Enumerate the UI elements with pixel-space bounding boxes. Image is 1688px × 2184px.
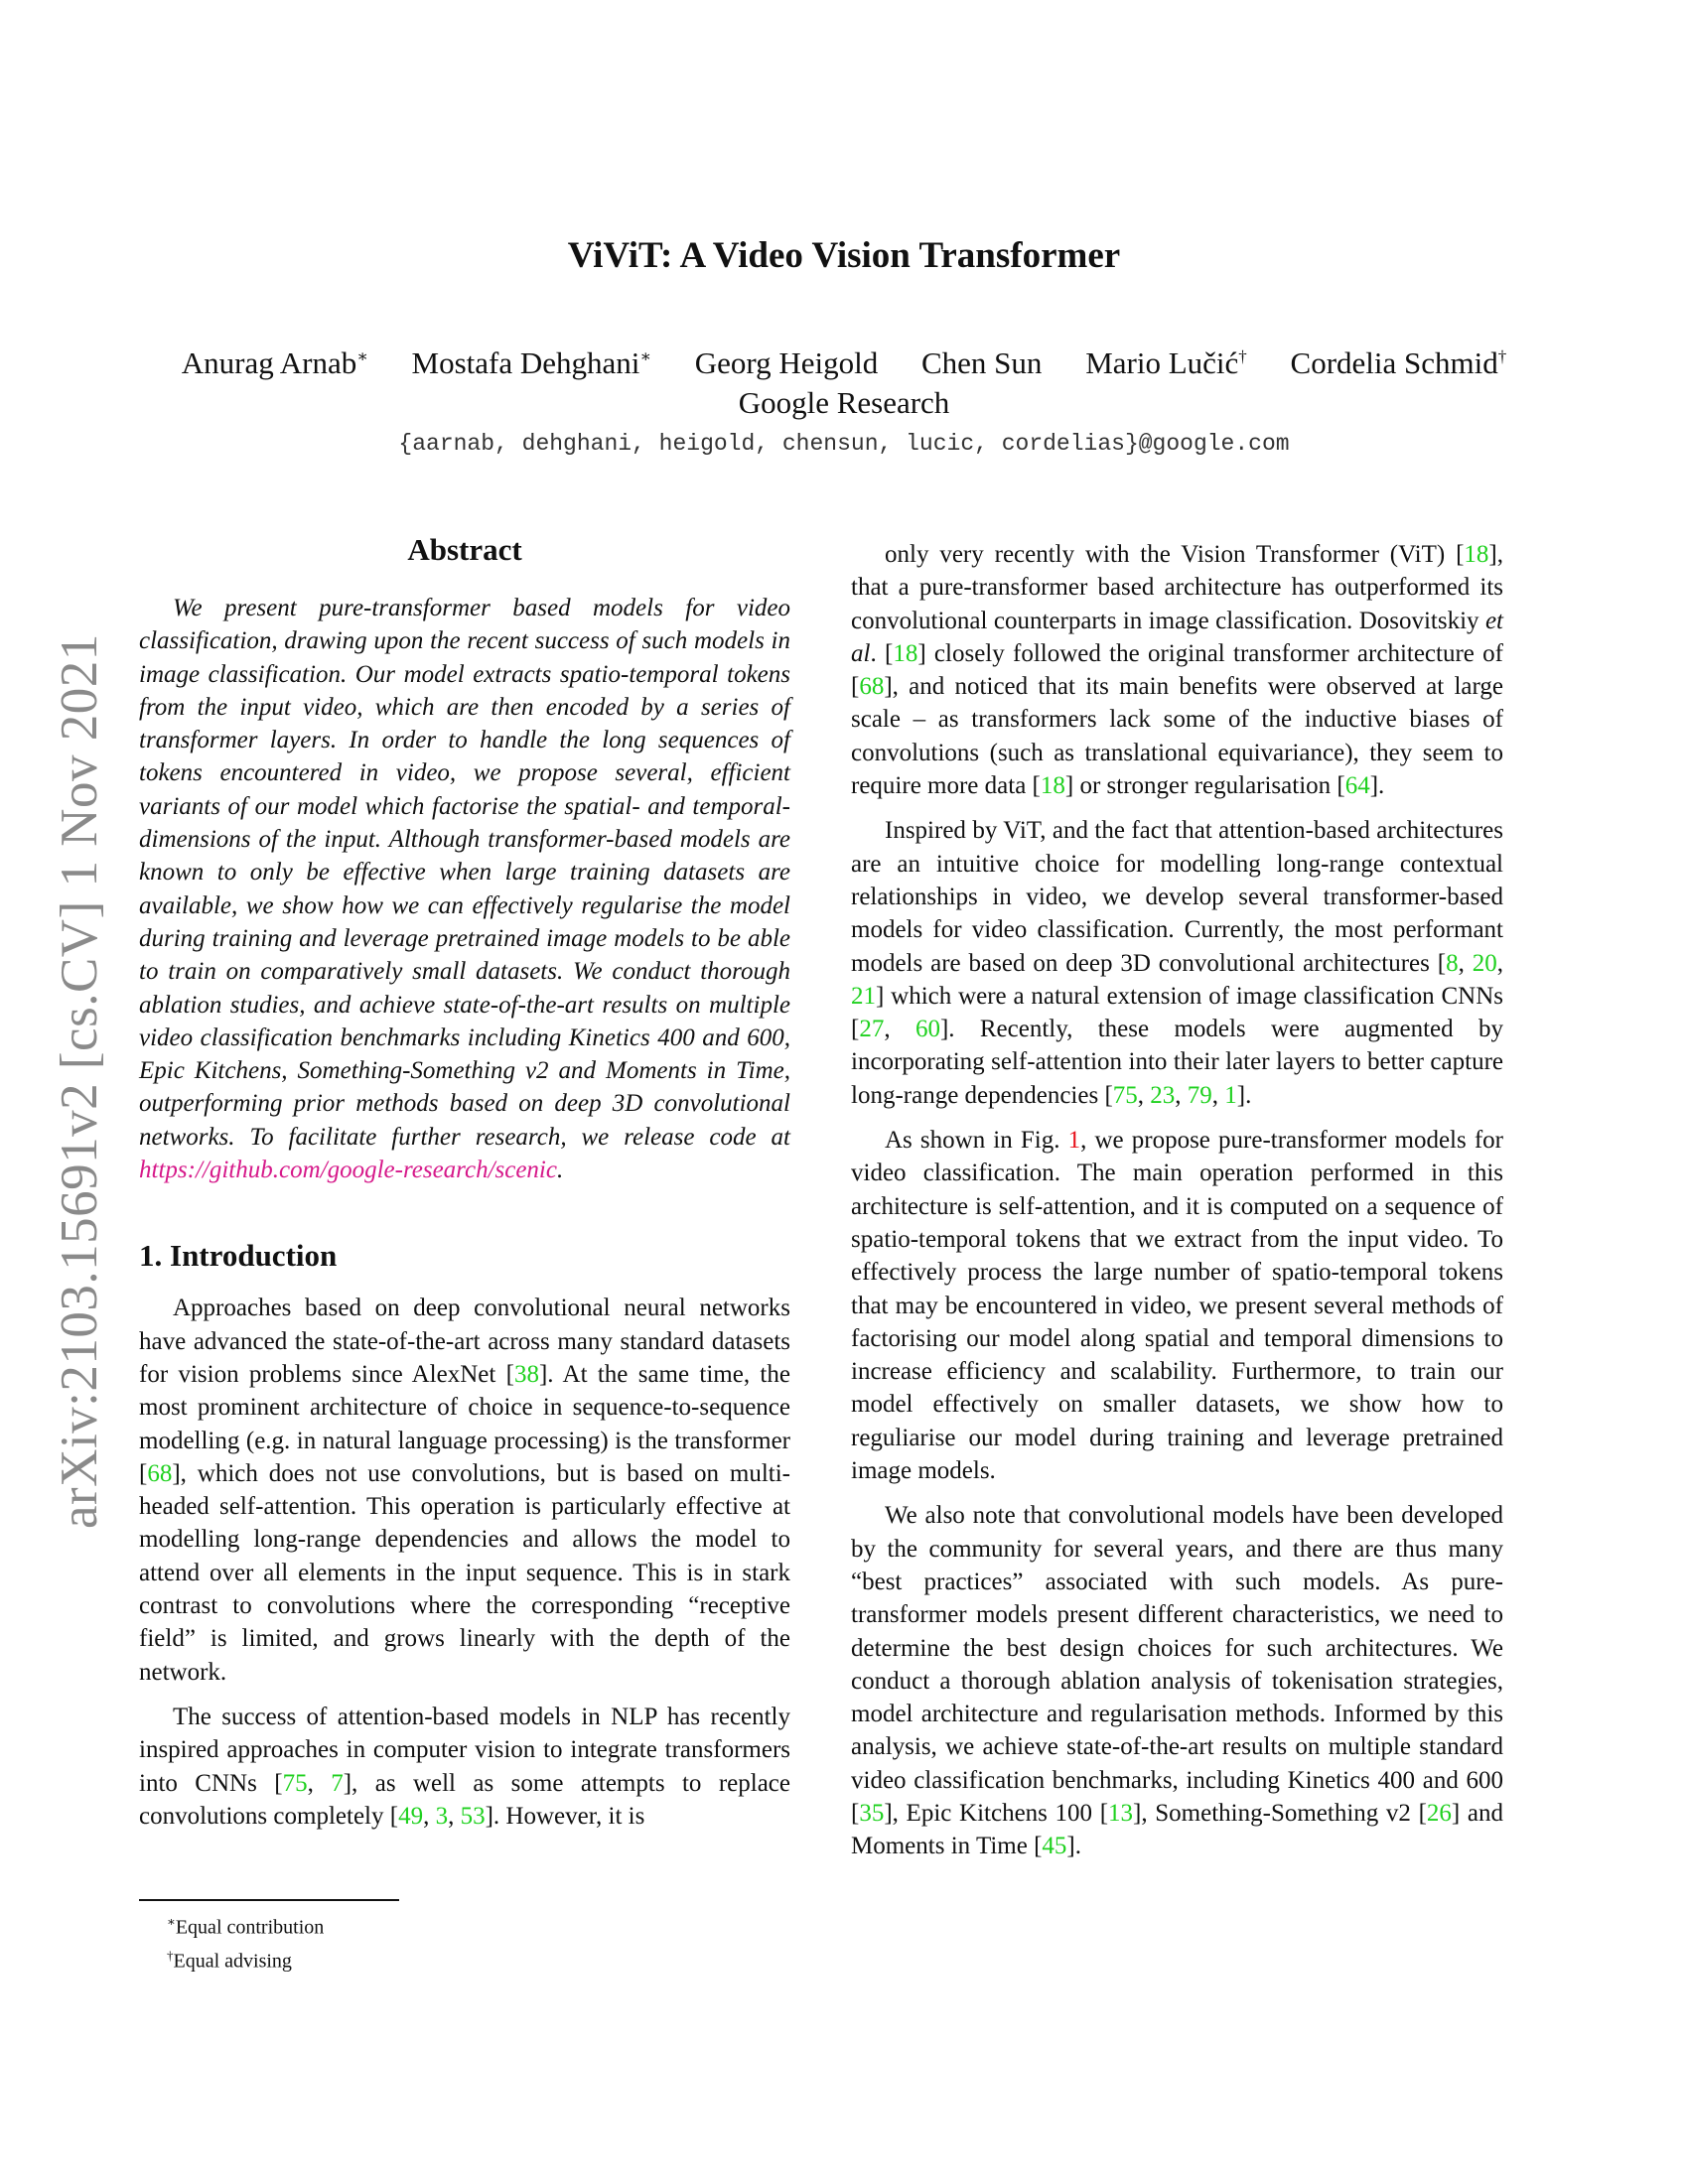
footnote-mark: †: [167, 1947, 174, 1963]
citation-link[interactable]: 1: [1224, 1081, 1237, 1109]
paragraph-gap: [139, 1689, 790, 1701]
arxiv-identifier-stamp: arXiv:2103.15691v2 [cs.CV] 1 Nov 2021: [51, 633, 108, 1529]
footnotes: [167, 1908, 324, 1975]
author-name: Cordelia Schmid: [1290, 345, 1498, 380]
citation-link[interactable]: 18: [1040, 772, 1065, 800]
paragraph-text: ]. At the same time, the most prominent architecture of choice in sequence-to-sequence modelling (e.g. in natural language processing) is the transformer [: [139, 1360, 790, 1487]
paragraph-text: Approaches based on deep convolutional neural networks have advanced the state-of-the-art across many standard datasets for vision problems since AlexNet [: [139, 1295, 790, 1388]
abstract-heading: Abstract: [407, 532, 522, 567]
citation-link[interactable]: 35: [859, 1799, 885, 1827]
paper-title: ViViT: A Video Vision Transformer: [567, 235, 1121, 276]
citation-link[interactable]: 68: [859, 673, 885, 701]
paragraph-text: ].: [1369, 772, 1385, 800]
author-name: Chen Sun: [921, 345, 1043, 380]
author-name: Mostafa Dehghani: [411, 345, 640, 380]
paragraph-text: only very recently with the Vision Transformer (ViT) [: [885, 541, 1465, 568]
body-paragraph: [851, 814, 1503, 1112]
citation-link[interactable]: 79: [1187, 1081, 1212, 1109]
citation-link[interactable]: 75: [282, 1769, 308, 1797]
paragraph-text: ] or stronger regularisation [: [1064, 772, 1345, 800]
footnote-text: Equal advising: [173, 1950, 292, 1973]
author-mark: †: [1497, 346, 1507, 366]
paragraph-text: ]. However, it is: [485, 1802, 645, 1830]
citation-link[interactable]: 49: [398, 1802, 424, 1830]
left-column: [139, 532, 790, 1833]
citation-link[interactable]: 38: [513, 1360, 539, 1388]
paragraph-text: , we propose pure-transformer models for video classification. The main operation performed in this architecture is self-attention, and it is computed on a sequence of spatio-temporal tokens that we extract from the input video. To effectively process the large number of spatio-temporal tokens that may be encountered in video, we present several methods of factorising our model along spatial and temporal dimensions to increase efficiency and scalability. Furthermore, to train our model effectively on smaller datasets, we show how to reguliarise our model during training and leverage pretrained image models.: [851, 1127, 1503, 1485]
paragraph-text: ,: [1458, 949, 1473, 977]
paragraph-text: ], and noticed that its main benefits were observed at large scale – as transformers lack some of the inductive biases of convolutions (such as translational equivariance), they seem to require more data [: [851, 673, 1503, 800]
citation-link[interactable]: 60: [914, 1016, 940, 1043]
footnote-divider: [139, 1899, 399, 1901]
author-1: [182, 345, 368, 380]
body-paragraph: [851, 1124, 1503, 1487]
paragraph-text: ]. Recently, these models were augmented by incorporating self-attention into their later layers to better capture long-range dependencies [: [851, 1016, 1503, 1109]
abstract-body-text: We present pure-transformer based models for video classification, drawing upon the recent success of such models in image classification. Our model extracts spatio-temporal tokens from the input video, which are then encoded by a series of transformer layers. In order to handle the long sequences of tokens encountered in video, we propose several, efficient variants of our model which factorise the spatial- and temporal-dimensions of the input. Although transformer-based models are known to only be effective when large training datasets are available, we show how we can effectively regularise the model during training and leverage pretrained image models to be able to train on comparatively small datasets. We conduct thorough ablation studies, and achieve state-of-the-art results on multiple video classification benchmarks including Kinetics 400 and 600, Epic Kitchens, Something-Something v2 and Moments in Time, outperforming prior methods based on deep 3D convolutional networks. To facilitate further research, we release code at: [139, 595, 790, 1151]
paragraph-text: ], Epic Kitchens 100 [: [884, 1799, 1109, 1827]
author-6: [1291, 345, 1507, 380]
right-column: [851, 538, 1503, 1863]
paragraph-text: . [: [870, 639, 894, 667]
citation-link[interactable]: 23: [1150, 1081, 1176, 1109]
author-mark: †: [1238, 346, 1247, 366]
author-3: [695, 345, 879, 380]
italic-text: et al: [851, 607, 1503, 667]
paragraph-text: ], that a pure-transformer based architecture has outperformed its convolutional counterparts in image classification. Dosovitskiy: [851, 541, 1503, 634]
author-mark: ∗: [356, 346, 368, 366]
footnote-2: [167, 1942, 324, 1976]
paragraph-text: ], as well as some attempts to replace convolutions completely [: [139, 1769, 790, 1830]
paragraph-text: ] and Moments in Time [: [851, 1799, 1503, 1860]
citation-link[interactable]: 21: [851, 982, 876, 1010]
author-mark: ∗: [639, 346, 651, 366]
citation-link[interactable]: 26: [1426, 1799, 1452, 1827]
paragraph-gap: [851, 802, 1503, 814]
citation-link[interactable]: 8: [1446, 949, 1459, 977]
paragraph-text: ,: [307, 1769, 332, 1797]
citation-link[interactable]: 20: [1472, 949, 1497, 977]
paragraph-text: ,: [1211, 1081, 1225, 1109]
citation-link[interactable]: 53: [460, 1802, 486, 1830]
abstract-text: [139, 592, 790, 1186]
citation-link[interactable]: 13: [1108, 1799, 1134, 1827]
author-name: Anurag Arnab: [181, 345, 357, 380]
paragraph-text: ], which does not use convolutions, but is based on multi-headed self-attention. This operation is particularly effective at modelling long-range dependencies and allows the model to attend over all elements in the input sequence. This is in stark contrast to convolutions where the corresponding “receptive field” is limited, and grows linearly with the depth of the network.: [139, 1459, 790, 1686]
paragraph-text: ,: [423, 1802, 436, 1830]
paragraph-text: ].: [1236, 1081, 1252, 1109]
footnote-1: [167, 1908, 324, 1942]
footnote-text: Equal contribution: [175, 1916, 325, 1939]
citation-link[interactable]: 27: [859, 1016, 885, 1043]
author-emails: {aarnab, dehghani, heigold, chensun, lucic, cordelias}@google.com: [398, 431, 1290, 457]
paragraph-text: We also note that convolutional models have been developed by the community for several years, and there are thus many “best practices” associated with such models. As pure-transformer models present different characteristics, we need to determine the best design choices for such architectures. We conduct a thorough ablation analysis of tokenisation strategies, model architecture and regularisation methods. Informed by this analysis, we achieve state-of-the-art results on multiple standard video classification benchmarks, including Kinetics 400 and 600 [: [851, 1502, 1503, 1827]
introduction-left-text: [139, 1292, 790, 1833]
body-paragraph: [139, 1292, 790, 1689]
author-4: [921, 345, 1042, 380]
author-2: [412, 345, 651, 380]
citation-link[interactable]: 45: [1042, 1833, 1067, 1860]
abstract-end: .: [556, 1157, 564, 1184]
citation-link[interactable]: 64: [1344, 772, 1370, 800]
paragraph-text: Inspired by ViT, and the fact that attention-based architectures are an intuitive choice for modelling long-range contextual relationships in video, we develop several transformer-based models for video classification. Currently, the most performant models are based on deep 3D convolutional architectures [: [851, 817, 1503, 977]
paragraph-text: ,: [1175, 1081, 1188, 1109]
author-list: [0, 345, 1688, 381]
citation-link[interactable]: 68: [147, 1459, 173, 1487]
introduction-right-text: [851, 538, 1503, 1863]
paragraph-text: As shown in Fig.: [885, 1127, 1068, 1155]
author-5: [1085, 345, 1247, 380]
body-paragraph: [851, 1499, 1503, 1862]
body-paragraph: [139, 1701, 790, 1833]
citation-link[interactable]: 18: [893, 639, 918, 667]
paragraph-gap: [851, 1487, 1503, 1499]
author-name: Mario Lučić: [1085, 345, 1239, 380]
author-name: Georg Heigold: [694, 345, 879, 380]
citation-link[interactable]: 18: [1464, 541, 1489, 568]
footnote-mark: ∗: [167, 1914, 176, 1929]
body-paragraph: [851, 538, 1503, 802]
paragraph-text: ,: [884, 1016, 915, 1043]
paragraph-text: ,: [448, 1802, 461, 1830]
paragraph-text: ] which were a natural extension of image classification CNNs [: [851, 982, 1503, 1043]
code-link[interactable]: https://github.com/google-research/scenic: [139, 1157, 557, 1184]
paragraph-text: ,: [1496, 949, 1504, 977]
paragraph-text: The success of attention-based models in NLP has recently inspired approaches in computer vision to integrate transformers into CNNs [: [139, 1703, 790, 1797]
figure-reference-link[interactable]: 1: [1067, 1127, 1081, 1155]
paragraph-text: ], Something-Something v2 [: [1133, 1799, 1427, 1827]
citation-link[interactable]: 75: [1112, 1081, 1138, 1109]
citation-link[interactable]: 3: [435, 1802, 449, 1830]
introduction-heading: 1. Introduction: [139, 1238, 338, 1274]
paragraph-text: ] closely followed the original transformer architecture of [: [851, 639, 1503, 701]
paragraph-gap: [851, 1112, 1503, 1124]
citation-link[interactable]: 7: [331, 1769, 344, 1797]
paragraph-text: ].: [1066, 1833, 1081, 1860]
paragraph-text: ,: [1137, 1081, 1151, 1109]
affiliation: Google Research: [738, 385, 950, 420]
